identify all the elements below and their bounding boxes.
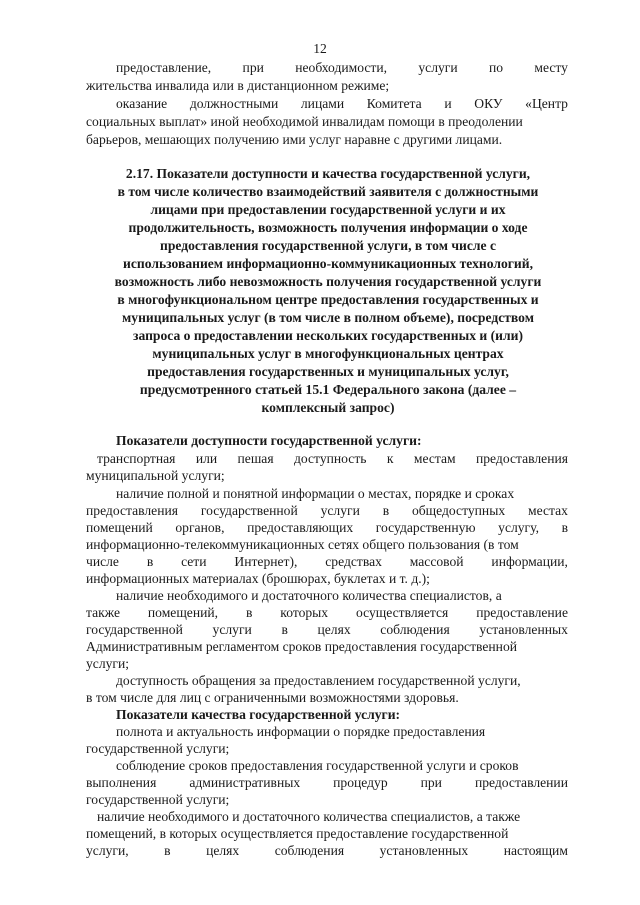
heading-line: продолжительность, возможность получения информации о ходе: [128, 220, 528, 235]
quality-line-6: наличие необходимого и достаточного количества специалистов, а также: [97, 809, 521, 824]
availability-line-2: муниципальной услуги;: [86, 468, 225, 483]
availability-line-9: наличие необходимого и достаточного количества специалистов, а: [116, 588, 502, 603]
intro-line-4: социальных выплат» иной необходимой инвалидам помощи в преодолении: [86, 114, 523, 129]
intro-line-2: жительства инвалида или в дистанционном режиме;: [86, 78, 390, 93]
availability-line-6: информационно-телекоммуникационных сетях общего пользования (в том: [86, 537, 519, 552]
availability-line-12: Административным регламентом сроков предоставления государственной: [86, 639, 518, 654]
page-number: 12: [313, 41, 327, 56]
heading-line: предоставления государственной услуги, в том числе с: [160, 238, 496, 253]
heading-line: комплексный запрос): [261, 400, 395, 415]
heading-line: лицами при предоставлении государственной услуги и их: [150, 202, 506, 217]
availability-title: Показатели доступности государственной услуги:: [116, 433, 422, 448]
availability-line-13: услуги;: [86, 656, 130, 671]
heading-line: 2.17. Показатели доступности и качества государственной услуги,: [125, 166, 531, 181]
heading-line: запроса о предоставлении нескольких государственных и (или): [133, 328, 523, 343]
quality-line-7: помещений, в которых осуществляется предоставление государственной: [86, 826, 509, 841]
availability-line-8: информационных материалах (брошюрах, буклетах и т. д.);: [86, 571, 430, 586]
intro-line-3: оказание должностными лицами Комитета и ОКУ «Центр: [116, 96, 568, 111]
heading-line: муниципальных услуг (в том числе в полном объеме), посредством: [122, 310, 534, 325]
heading-line: предоставления государственных и муниципальных услуг,: [147, 364, 509, 379]
quality-line-5: государственной услуги;: [86, 792, 230, 807]
availability-line-5: помещений органов, предоставляющих государственную услугу, в: [86, 520, 568, 535]
heading-line: возможность либо невозможность получения государственной услуги: [114, 274, 542, 289]
availability-line-11: государственной услуги в целях соблюдения установленных: [86, 622, 568, 637]
heading-line: муниципальных услуг в многофункциональных центрах: [152, 346, 504, 361]
intro-line-1: предоставление, при необходимости, услуги по месту: [116, 60, 568, 75]
availability-line-15: в том числе для лиц с ограниченными возможностями здоровья.: [86, 690, 459, 705]
availability-line-10: также помещений, в которых осуществляется предоставление: [86, 605, 568, 620]
heading-line: в том числе количество взаимодействий заявителя с должностными: [117, 184, 539, 199]
availability-line-7: числе в сети Интернет), средствах массовой информации,: [86, 554, 568, 569]
intro-line-5: барьеров, мешающих получению ими услуг наравне с другими лицами.: [86, 132, 503, 147]
quality-line-8: услуги, в целях соблюдения установленных настоящим: [86, 843, 568, 858]
heading-line: в многофункциональном центре предоставления государственных и: [117, 292, 539, 307]
quality-line-3: соблюдение сроков предоставления государственной услуги и сроков: [116, 758, 519, 773]
quality-title: Показатели качества государственной услуги:: [116, 707, 401, 722]
availability-line-3: наличие полной и понятной информации о местах, порядке и сроках: [116, 486, 515, 501]
availability-line-14: доступность обращения за предоставлением государственной услуги,: [116, 673, 521, 688]
availability-line-4: предоставления государственной услуги в общедоступных местах: [86, 503, 568, 518]
heading-line: предусмотренного статьей 15.1 Федерального закона (далее –: [139, 382, 517, 397]
quality-line-4: выполнения административных процедур при предоставлении: [86, 775, 568, 790]
quality-line-1: полнота и актуальность информации о порядке предоставления: [116, 724, 486, 739]
heading-line: использованием информационно-коммуникационных технологий,: [123, 256, 533, 271]
quality-line-2: государственной услуги;: [86, 741, 230, 756]
availability-line-1: транспортная или пешая доступность к местам предоставления: [97, 451, 568, 466]
